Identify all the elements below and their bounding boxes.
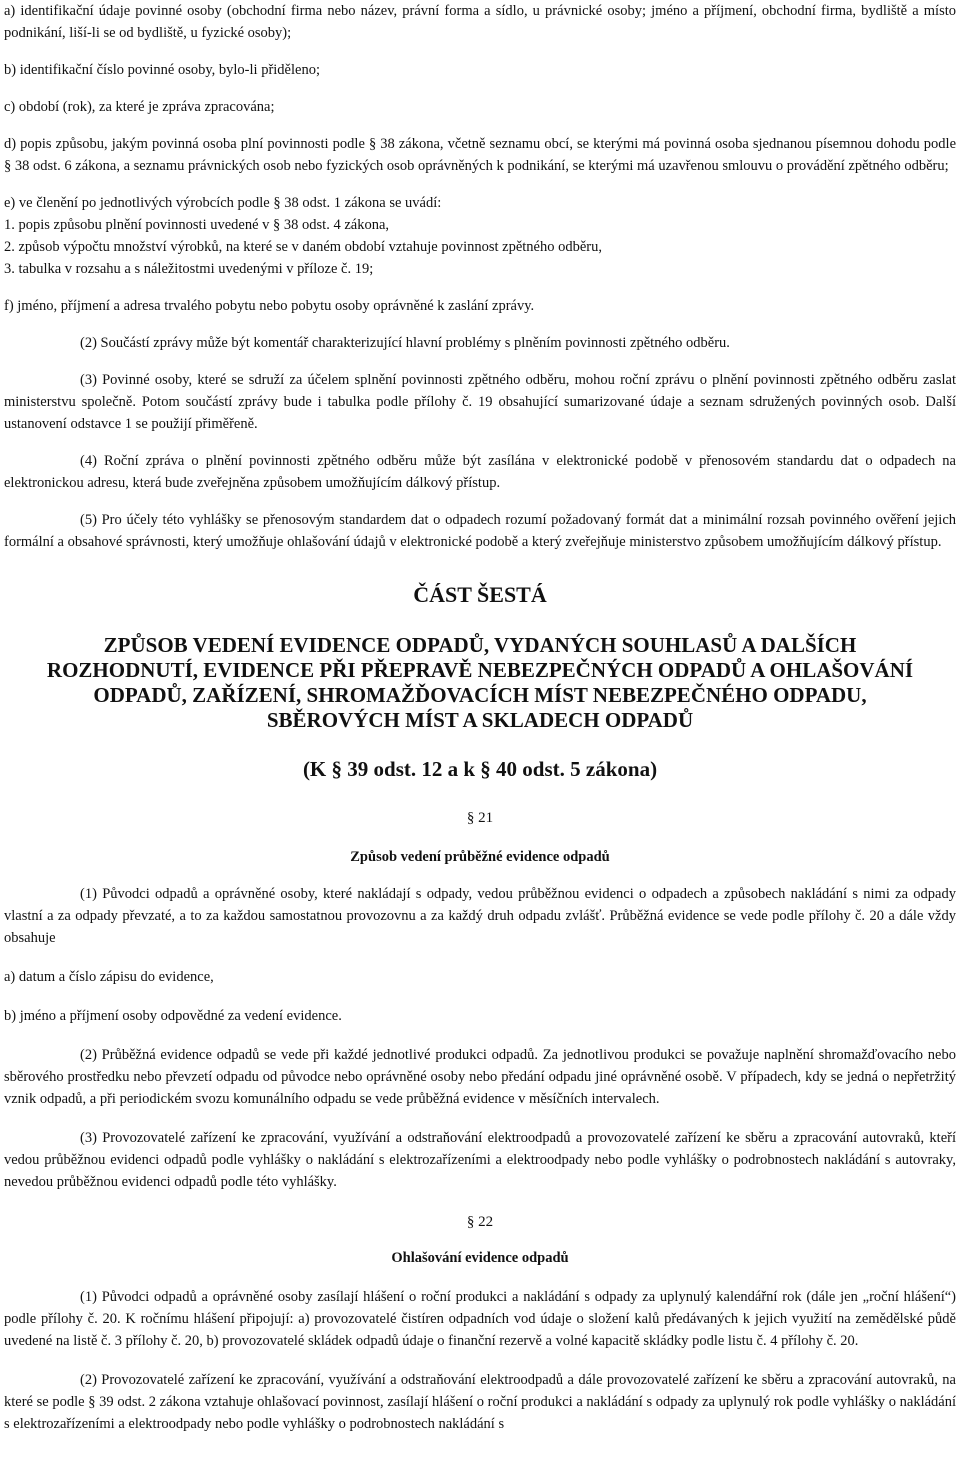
part-subtitle-line: SBĚROVÝCH MÍST A SKLADECH ODPADŮ bbox=[266, 708, 694, 732]
section-21-paragraph-1: (1) Původci odpadů a oprávněné osoby, které nakládají s odpady, vedou průběžnou evidenci o odpadech a způsobech nakládání s nimi za odpady vlastní a za odpady převzaté, a to za každou samostatnou provozovnu a za každý druh odpadu zvlášť. Průběžná evidence se vede podle přílohy č. 20 a dále vždy obsahuje bbox=[4, 886, 956, 946]
section-21-item-a: a) datum a číslo zápisu do evidence, bbox=[4, 969, 214, 985]
paragraph-5-standard: (5) Pro účely této vyhlášky se přenosovým standardem dat o odpadech rozumí požadovaný formát dat a minimální rozsah povinného ověření jejich formální a obsahové správnosti, který umožňuje ohlašování údajů v elektronické podobě a který zveřejňuje ministerstvo způsobem umožňujícím dálkový přístup. bbox=[4, 512, 956, 550]
item-d-method: d) popis způsobu, jakým povinná osoba plní povinnosti podle § 38 zákona, včetně seznamu obcí, se kterými má povinná osoba sjednanou písemnou dohodu podle § 38 odst. 6 zákona, a seznamu právnických osob nebo fyzických osob oprávněných k podnikání, se kterými má uzavřenou smlouvu o provádění zpětného odběru; bbox=[4, 136, 956, 174]
part-subtitle-line: ZPŮSOB VEDENÍ EVIDENCE ODPADŮ, VYDANÝCH SOUHLASŮ A DALŠÍCH bbox=[103, 633, 857, 657]
item-c-period: c) období (rok), za které je zpráva zpracována; bbox=[4, 99, 275, 115]
section-22-paragraph-2: (2) Provozovatelé zařízení ke zpracování, využívání a odstraňování elektroodpadů a dále provozovatelé zařízení ke sběru a zpracování autovraků, na které se podle § 39 odst. 2 zákona vztahuje ohlašovací povinnost, zasílají hlášení o roční produkci a nakládání s odpady za uplynulý rok podle vyhlášky o nakládání s elektrozařízeními a elektroodpady nebo podle vyhlášky o podrobnostech nakládání s bbox=[4, 1372, 956, 1432]
item-e-block bbox=[4, 192, 956, 280]
section-21 bbox=[4, 807, 956, 1193]
section-22-paragraph-1: (1) Původci odpadů a oprávněné osoby zasílají hlášení o roční produkci a nakládání s odpady za uplynulý kalendářní rok (dále jen „roční hlášení“) podle přílohy č. 20. K ročnímu hlášení připojují: a) provozovatelé čistíren odpadních vod údaje o složení kalů předávaných k jejich využití na zemědělské půdě uvedené na listě č. 3 přílohy č. 20, b) provozovatelé skládek odpadů údaje o finanční rezervě a volné kapacitě skládky podle listu č. 4 přílohy č. 20. bbox=[4, 1289, 956, 1349]
item-b-id-number: b) identifikační číslo povinné osoby, bylo-li přiděleno; bbox=[4, 62, 320, 78]
section-number: § 21 bbox=[466, 810, 494, 826]
paragraph-4-electronic: (4) Roční zpráva o plnění povinnosti zpětného odběru může být zasílána v elektronické podobě v přenosovém standardu dat o odpadech na elektronickou adresu, která bude zveřejněna způsobem umožňujícím dálkový přístup. bbox=[4, 453, 956, 491]
section-22 bbox=[4, 1211, 956, 1435]
item-e-intro: e) ve členění po jednotlivých výrobcích podle § 38 odst. 1 zákona se uvádí: bbox=[4, 195, 442, 211]
item-e-sub-1: 1. popis způsobu plnění povinnosti uvedené v § 38 odst. 4 zákona, bbox=[4, 217, 390, 233]
part-heading bbox=[4, 581, 956, 783]
paragraph-3-joint-report: (3) Povinné osoby, které se sdruží za účelem splnění povinnosti zpětného odběru, mohou roční zprávu o plnění povinnosti zpětného odběru zaslat ministerstvu společně. Potom součástí zprávy bude i tabulka podle přílohy č. 19 obsahující sumarizované údaje a seznam sdružených povinných osob. Další ustanovení odstavce 1 se použijí přiměřeně. bbox=[4, 372, 956, 432]
section-21-item-b: b) jméno a příjmení osoby odpovědné za vedení evidence. bbox=[4, 1008, 342, 1024]
item-f-person: f) jméno, příjmení a adresa trvalého pobytu nebo pobytu osoby oprávněné k zaslání zprávy. bbox=[4, 298, 535, 314]
section-title: Ohlašování evidence odpadů bbox=[391, 1250, 569, 1266]
section-number: § 22 bbox=[466, 1214, 494, 1230]
part-reference: (K § 39 odst. 12 a k § 40 odst. 5 zákona) bbox=[302, 757, 658, 781]
section-21-paragraph-2: (2) Průběžná evidence odpadů se vede při každé jednotlivé produkci odpadů. Za jednotlivou produkci se považuje naplnění shromažďovacího nebo sběrového prostředku nebo převzetí odpadu od původce nebo oprávněné osoby nebo předání odpadu jiné oprávněné osobě. V případech, kdy se jedná o nepřetržitý vznik odpadů, a při periodickém svozu komunálního odpadu se vede průběžná evidence v měsíčních intervalech. bbox=[4, 1047, 956, 1107]
part-subtitle-line: ODPADŮ, ZAŘÍZENÍ, SHROMAŽĎOVACÍCH MÍST NEBEZPEČNÉHO ODPADU, bbox=[93, 683, 867, 707]
part-title: ČÁST ŠESTÁ bbox=[413, 582, 547, 607]
section-21-paragraph-3: (3) Provozovatelé zařízení ke zpracování, využívání a odstraňování elektroodpadů a provozovatelé zařízení ke sběru a zpracování autovraků, kteří vedou průběžnou evidenci odpadů podle vyhlášky o nakládání s elektrozařízeními a elektroodpady nebo podle vyhlášky o podrobnostech nakládání s autovraky, nevedou průběžnou evidenci odpadů podle této vyhlášky. bbox=[4, 1130, 956, 1190]
section-title: Způsob vedení průběžné evidence odpadů bbox=[350, 849, 610, 865]
item-e-sub-2: 2. způsob výpočtu množství výrobků, na které se v daném období vztahuje povinnost zpětného odběru, bbox=[4, 239, 602, 255]
paragraph-2-comment: (2) Součástí zprávy může být komentář charakterizující hlavní problémy s plněním povinnosti zpětného odběru. bbox=[80, 335, 730, 351]
item-a-identification: a) identifikační údaje povinné osoby (obchodní firma nebo název, právní forma a sídlo, u právnické osoby; jméno a příjmení, obchodní firma, bydliště a místo podnikání, liší-li se od bydliště, u fyzické osoby); bbox=[4, 3, 956, 41]
item-e-sub-3: 3. tabulka v rozsahu a s náležitostmi uvedenými v příloze č. 19; bbox=[4, 261, 374, 277]
part-subtitle-line: ROZHODNUTÍ, EVIDENCE PŘI PŘEPRAVĚ NEBEZPEČNÝCH ODPADŮ A OHLAŠOVÁNÍ bbox=[46, 658, 914, 682]
